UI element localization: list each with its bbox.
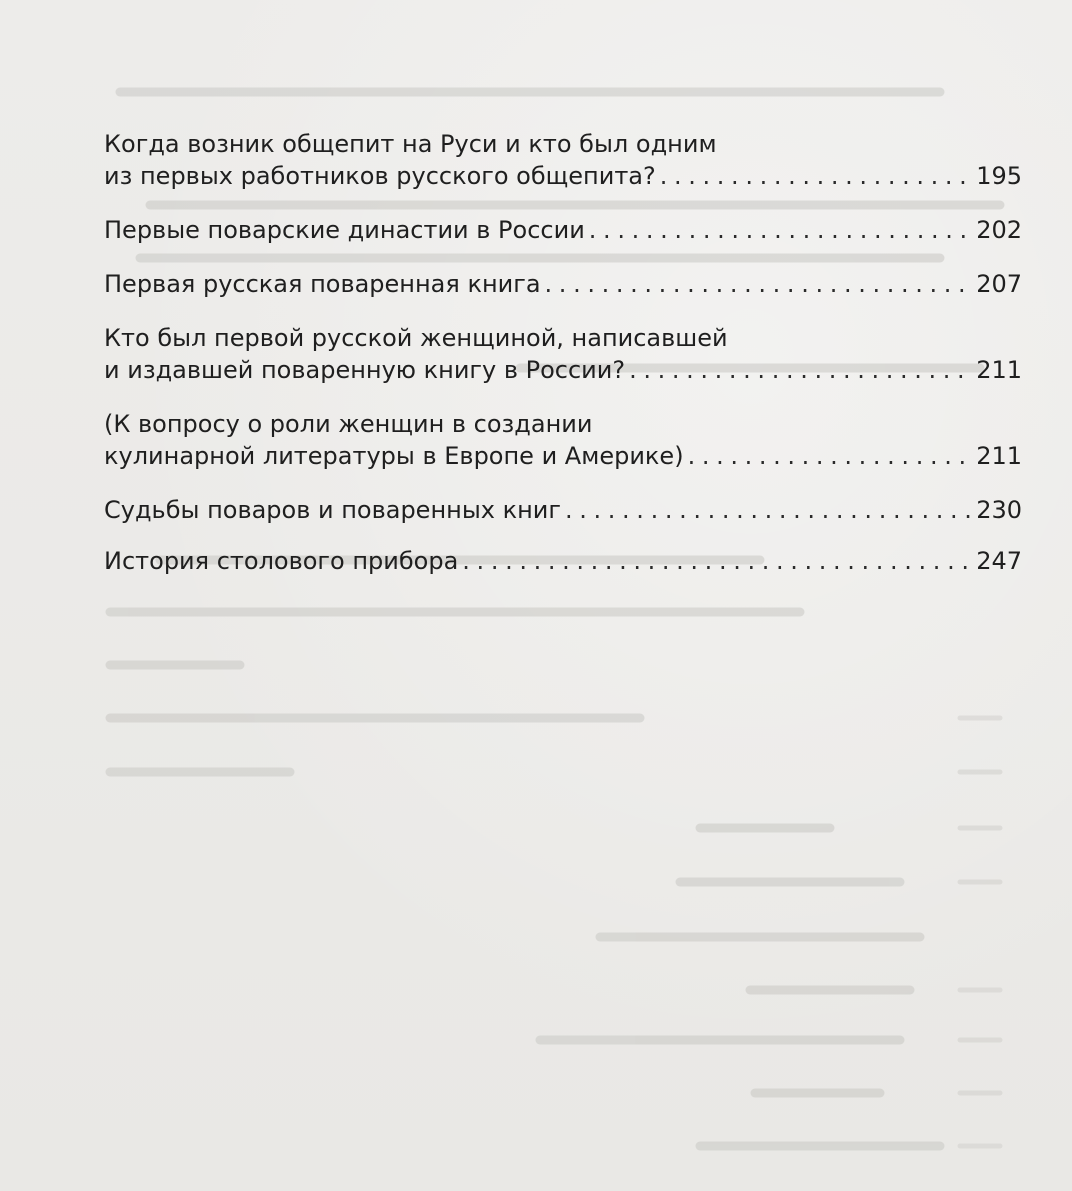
dot-leader — [589, 214, 972, 246]
toc-entry-last-line — [104, 160, 1022, 192]
dot-leader — [688, 440, 973, 472]
toc-entry-last-line — [104, 440, 1022, 472]
toc-entry-title-line: кулинарной литературы в Европе и Америке) — [104, 442, 684, 470]
toc-page-number: 247 — [976, 547, 1022, 575]
toc-entry-title-line: Кто был первой русской женщиной, написавшей — [104, 324, 728, 352]
toc-page-number: 211 — [976, 442, 1022, 470]
toc-entry — [104, 322, 1022, 386]
toc-entry-title-line: Первая русская поваренная книга — [104, 270, 541, 298]
toc-entry-title-line: и издавшей поваренную книгу в России? — [104, 356, 626, 384]
dot-leader — [565, 494, 972, 526]
toc-page-number: 230 — [976, 496, 1022, 524]
dot-leader — [462, 545, 972, 577]
toc-entry-last-line — [104, 214, 1022, 246]
toc-entry — [104, 545, 1022, 577]
toc-entry — [104, 128, 1022, 192]
toc-entry-title-line: История столового прибора — [104, 547, 459, 575]
toc-entry-last-line — [104, 494, 1022, 526]
dot-leader — [545, 268, 973, 300]
toc-entry-last-line — [104, 545, 1022, 577]
toc-entry-title-line: из первых работников русского общепита? — [104, 162, 656, 190]
toc-entry-title-line: Первые поварские династии в России — [104, 216, 585, 244]
toc-entry — [104, 268, 1022, 300]
toc-page-number: 195 — [976, 162, 1022, 190]
toc-entry-last-line — [104, 268, 1022, 300]
dot-leader — [660, 160, 972, 192]
toc-page-number: 202 — [976, 216, 1022, 244]
table-of-contents — [104, 128, 1022, 599]
toc-entry-title-line: (К вопросу о роли женщин в создании — [104, 410, 593, 438]
toc-entry — [104, 408, 1022, 472]
toc-entry — [104, 494, 1022, 526]
dot-leader — [629, 354, 972, 386]
toc-entry-title-line: Судьбы поваров и поваренных книг — [104, 496, 562, 524]
toc-entry-title-line: Когда возник общепит на Руси и кто был одним — [104, 130, 717, 158]
toc-entry — [104, 214, 1022, 246]
toc-entry-last-line — [104, 354, 1022, 386]
toc-page-number: 211 — [976, 356, 1022, 384]
toc-page-number: 207 — [976, 270, 1022, 298]
